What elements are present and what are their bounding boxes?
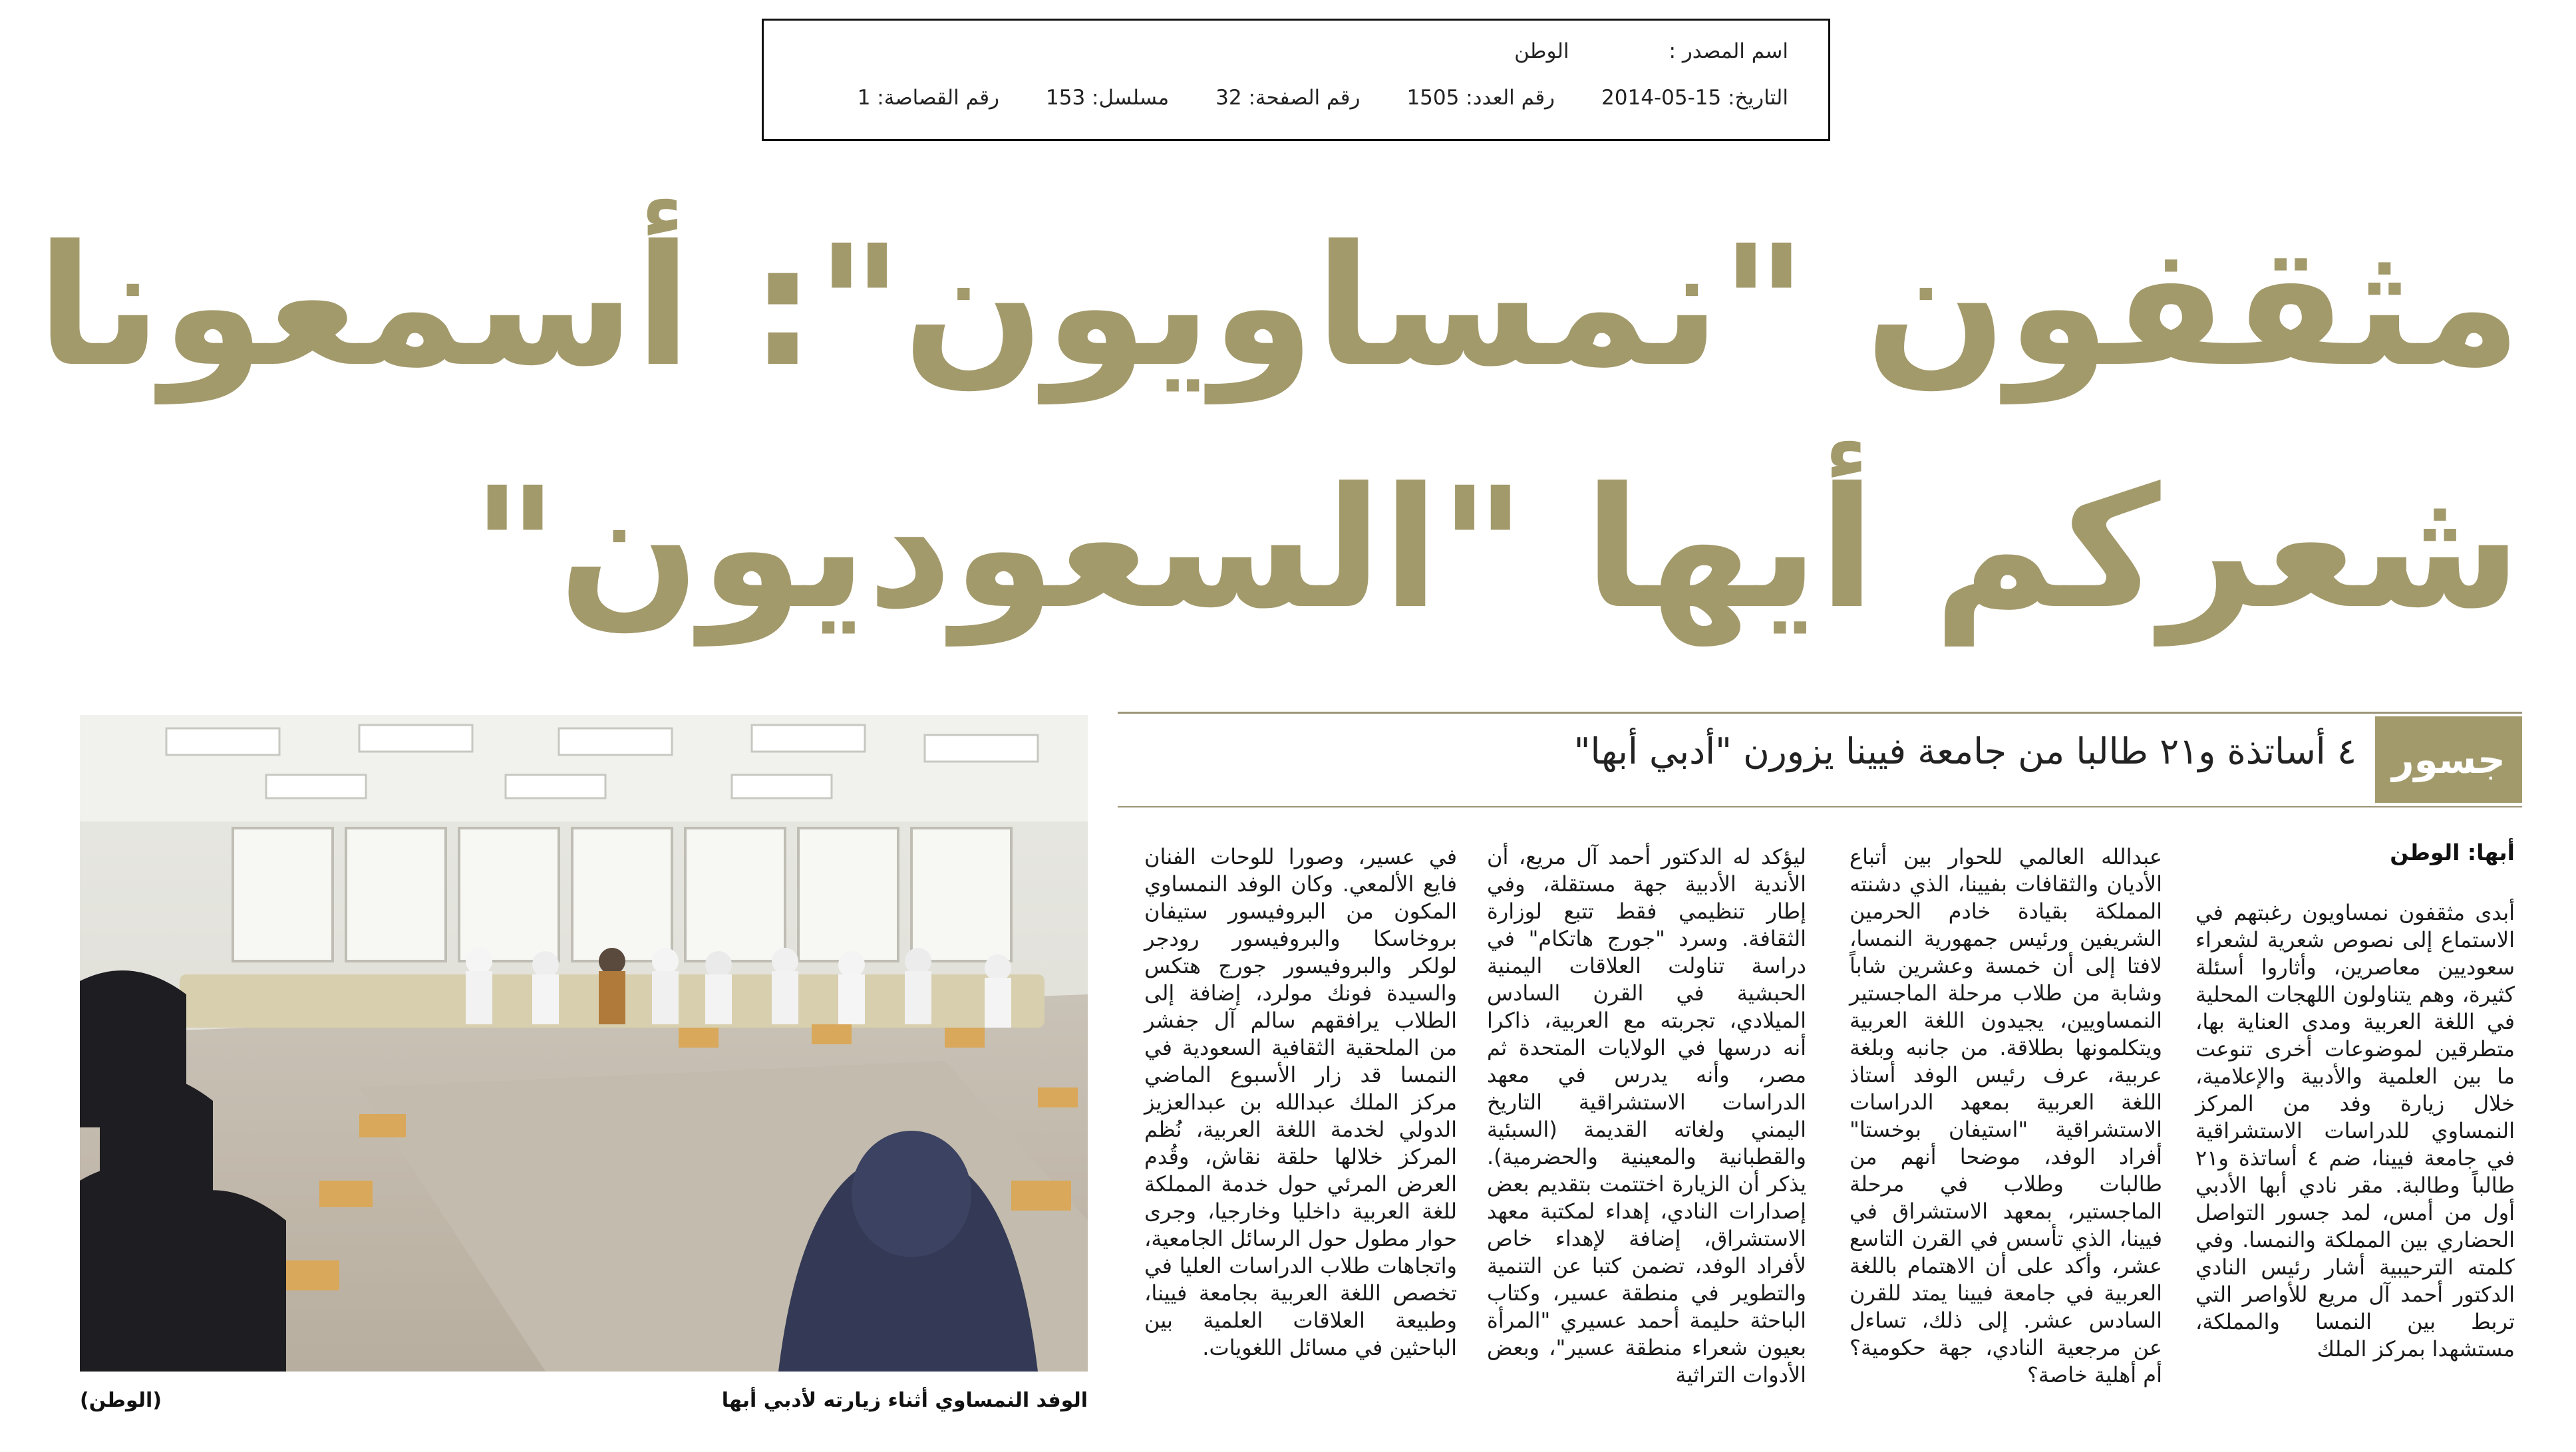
column-3-text: ليؤكد له الدكتور أحمد آل مريع، أن الأندية الأدبية جهة مستقلة، وفي إطار تنظيمي فقط تتبع لوزارة الثقافة. وسرد "جورج هاتكام" في دراسة تناولت العلاقات اليمنية الحبشية في القرن السادس الميلادي، تجربته مع العربية، ذاكرا أنه درسها في الولايات المتحدة ثم مصر، وأنه يدرس في معهد الدراسات الاستشراقية التاريخ اليمني ولغاته القديمة (السبئية والقطبانية والمعينية والحضرمية). يذكر أن الزيارة اختتمت بتقديم بعض إصدارات النادي، إهداء لمكتبة معهد الاستشراق، إضافة لإهداء خاص لأفراد الوفد، تضمن كتبا عن التنمية والتطوير في منطقة عسير، وكتاب الباحثة حليمة أحمد عسيري "المرأة بعيون شعراء منطقة عسير"، وبعض الأدوات التراثية bbox=[1487, 844, 1806, 1387]
subheadline: ٤ أساتذة و٢١ طالبا من جامعة فيينا يزورن "أدبي أبها" bbox=[1573, 730, 2356, 772]
article-column-4 bbox=[1144, 843, 1457, 1362]
article-column-2 bbox=[1850, 843, 2162, 1389]
page-value: 32 bbox=[1215, 86, 1242, 110]
serial-field bbox=[1046, 86, 1169, 110]
source-label: اسم المصدر : bbox=[1669, 39, 1788, 63]
serial-label: مسلسل: bbox=[1092, 86, 1170, 110]
column-1-text: أبدى مثقفون نمساويون رغبتهم في الاستماع إلى نصوص شعرية لشعراء سعوديين معاصرين، وأثاروا أسئلة كثيرة، وهم يتناولون اللهجات المحلية في اللغة العربية ومدى العناية بها، متطرقين لموضوعات أخرى تنوعت ما بين العلمية والأدبية والإعلامية، خلال زيارة وفد من المركز النمساوي للدراسات الاستشراقية في جامعة فيينا، ضم ٤ أساتذة و٢١ طالباً وطالبة. مقر نادي أبها الأدبي أول من أمس، لمد جسور التواصل الحضاري بين المملكة والنمسا. وفي كلمته الترحيبية أشار رئيس النادي الدكتور أحمد آل مريع للأواصر التي تربط بين النمسا والمملكة، مستشهدا بمركز الملك bbox=[2195, 900, 2515, 1362]
date-field bbox=[1601, 86, 1788, 110]
section-rule-top bbox=[1118, 712, 2522, 714]
section-tag: جسور bbox=[2375, 716, 2522, 803]
column-4-text: في عسير، وصورا للوحات الفنان فايع الألمعي. وكان الوفد النمساوي المكون من البروفيسور ستيفان بروخاسكا والبروفيسور رودجر لولكر والبروفيسور جورج هتكس والسيدة فونك مولرد، إضافة إلى الطلاب يرافقهم سالم آل جفشر من الملحقية الثقافية السعودية في النمسا قد زار الأسبوع الماضي مركز الملك عبدالله بن عبدالعزيز الدولي لخدمة اللغة العربية، نُظم المركز خلالها حلقة نقاش، وقُدم العرض المرئي حول خدمة المملكة للغة العربية داخليا وخارجيا، وجرى حوار مطول حول الرسائل الجامعية، واتجاهات طلاب الدراسات العليا في تخصص اللغة العربية بجامعة فيينا، وطبيعة العلاقات العلمية بين الباحثين في مسائل اللغويات. bbox=[1144, 844, 1457, 1360]
photo-credit: (الوطن) bbox=[80, 1389, 162, 1412]
article-column-3 bbox=[1487, 843, 1806, 1389]
article-column-1 bbox=[2195, 899, 2515, 1363]
byline: أبها: الوطن bbox=[2390, 839, 2515, 865]
clip-label: رقم القصاصة: bbox=[877, 86, 1000, 110]
photo-caption: الوفد النمساوي أثناء زيارته لأدبي أبها bbox=[721, 1389, 1088, 1412]
serial-value: 153 bbox=[1046, 86, 1086, 110]
section-rule-bottom bbox=[1118, 806, 2522, 807]
details-row bbox=[858, 86, 1788, 110]
column-2-text: عبدالله العالمي للحوار بين أتباع الأديان والثقافات بفيينا، الذي دشنته المملكة بقيادة خادم الحرمين الشريفين ورئيس جمهورية النمسا، لافتا إلى أن خمسة وعشرين شاباً وشابة من طلاب مرحلة الماجستير النمساويين، يجيدون اللغة العربية ويتكلمونها بطلاقة. من جانبه وبلغة عربية، عرف رئيس الوفد أستاذ اللغة العربية بمعهد الدراسات الاستشراقية "استيفان بوخستا" أفراد الوفد، موضحا أنهم من طالبات وطلاب في مرحلة الماجستير، بمعهد الاستشراق في فيينا، الذي تأسس في القرن التاسع عشر، وأكد على أن الاهتمام باللغة العربية في جامعة فيينا يمتد للقرن السادس عشر. إلى ذلك، تساءل عن مرجعية النادي، جهة حكومية؟ أم أهلية خاصة؟ bbox=[1850, 844, 2162, 1387]
headline-line-1: مثقفون "نمساويون": أسمعونا bbox=[36, 210, 2521, 403]
source-row bbox=[1514, 39, 1788, 63]
page-field bbox=[1215, 86, 1360, 110]
photo-caption-bar bbox=[80, 1389, 1088, 1419]
clip-field bbox=[858, 86, 999, 110]
issue-value: 1505 bbox=[1406, 86, 1460, 110]
source-value: الوطن bbox=[1514, 39, 1569, 63]
page-label: رقم الصفحة: bbox=[1248, 86, 1361, 110]
issue-label: رقم العدد: bbox=[1466, 86, 1555, 110]
article-photo bbox=[80, 715, 1088, 1372]
date-label: التاريخ: bbox=[1728, 86, 1788, 110]
clip-value: 1 bbox=[857, 86, 871, 110]
date-value: 15-05-2014 bbox=[1601, 86, 1722, 110]
headline-line-2: شعركم أيها "السعوديون" bbox=[471, 452, 2521, 645]
clipping-metadata-box bbox=[762, 19, 1830, 141]
issue-field bbox=[1406, 86, 1555, 110]
